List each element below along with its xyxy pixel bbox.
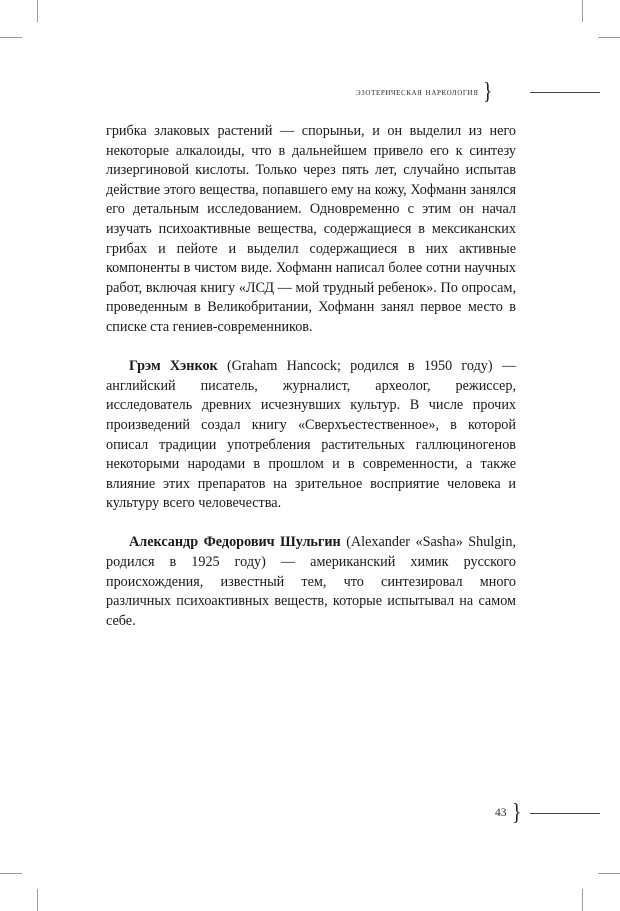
paragraph-hancock: [106, 357, 516, 514]
crop-mark-top-left: [37, 0, 38, 22]
crop-mark-top-right: [582, 0, 583, 22]
footer-rule: [530, 813, 600, 814]
paragraph-hofmann: [106, 122, 516, 338]
page-number: 43: [495, 807, 507, 819]
crop-mark-left-lower: [0, 873, 22, 874]
page-body: [106, 122, 516, 651]
paragraph-text: (Graham Hancock; родился в 1950 году) — английский писатель, журналист, археолог, режиссер, исследователь древних исчезнувших культур. В числе прочих произведений создал книгу «Сверхъестественное», в которой описал традиции употребления растительных галлюциногенов некоторыми народами в прошлом и в современности, а также влияние этих препаратов на зрительное восприятие человека и культуру всего человечества.: [106, 358, 517, 512]
running-header: [356, 80, 494, 104]
crop-mark-bottom-right: [582, 889, 583, 911]
crop-mark-right-lower: [598, 873, 620, 874]
person-name: Грэм Хэнкок: [129, 358, 218, 375]
page-footer: [495, 801, 522, 825]
crop-mark-bottom-left: [37, 889, 38, 911]
footer-brace: }: [511, 800, 521, 826]
paragraph-text: грибка злаковых растений — спорыньи, и он выделил из него некоторые алкалоиды, что в дальнейшем привело его к синтезу лизергиновой кислоты. Только через пять лет, случайно испытав действие этого вещества, попавшего ему на кожу, Хофманн занялся его детальным исследованием. Одновременно с этим он начал изучать психоактивные вещества, содержащиеся в мексиканских грибах и пейоте и выделил содержащиеся в них активные компоненты в чистом виде. Хофманн написал более сотни научных работ, включая книгу «ЛСД — мой трудный ребенок». По опросам, проведенным в Великобритании, Хофманн занял первое место в списке ста гениев-современников.: [106, 123, 516, 335]
paragraph-text: (Alexander «Sasha» Shulgin, родился в 1925 году) — американский химик русского происхождения, известный тем, что синтезировал много различных психоактивных веществ, которые испытывал на самом себе.: [106, 534, 516, 629]
header-brace: }: [483, 79, 493, 105]
crop-mark-right-upper: [598, 37, 620, 38]
person-name: Александр Федорович Шульгин: [129, 534, 341, 551]
paragraph-shulgin: [106, 533, 516, 631]
header-rule: [530, 92, 600, 93]
crop-mark-left-upper: [0, 37, 22, 38]
running-title: эзотерическая наркология: [356, 86, 479, 98]
